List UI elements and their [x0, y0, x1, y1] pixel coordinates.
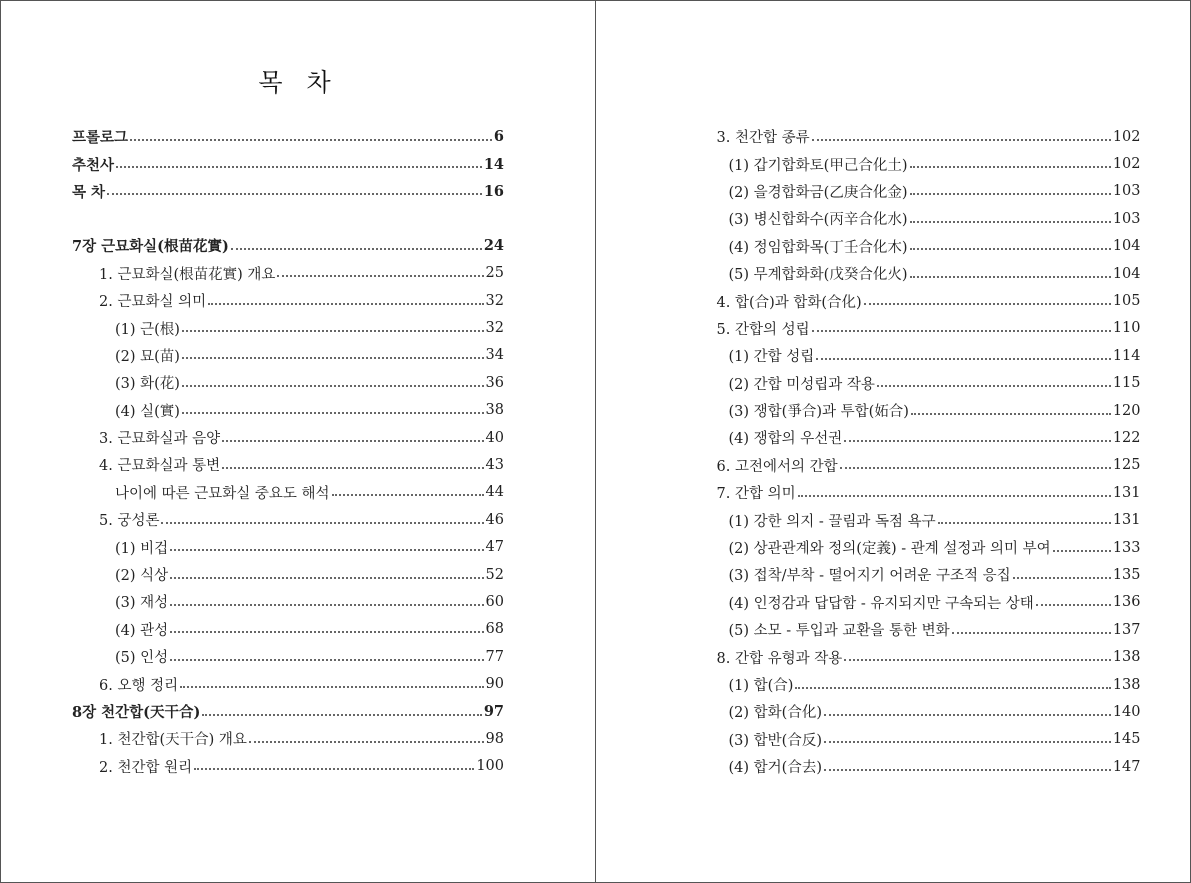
toc-entry-page-number: 102 — [1112, 156, 1141, 173]
toc-entry-page-number: 32 — [485, 292, 504, 309]
toc-entry[interactable] — [72, 533, 504, 560]
toc-entry[interactable] — [72, 725, 504, 752]
toc-entry[interactable] — [72, 670, 504, 697]
dot-leader — [222, 440, 483, 442]
toc-entry-label: 7장 근묘화실(根苗花實) — [72, 238, 229, 256]
toc-entry-label: 7. 간합 의미 — [716, 486, 796, 503]
dot-leader — [864, 303, 1111, 305]
toc-entry-page-number: 136 — [1112, 594, 1141, 611]
dot-leader — [812, 139, 1111, 141]
toc-entry-label: (1) 비겁 — [115, 540, 169, 557]
toc-entry-label: (3) 병신합화수(丙辛合化水) — [728, 212, 908, 229]
toc-entry[interactable] — [717, 424, 1141, 451]
dot-leader — [910, 193, 1111, 195]
toc-entry-label: (3) 재성 — [115, 595, 169, 612]
toc-entry-page-number: 43 — [485, 456, 504, 473]
toc-entry-page-number: 100 — [476, 758, 504, 775]
toc-entry-page-number: 145 — [1112, 731, 1141, 748]
dot-leader — [170, 604, 483, 606]
toc-entry[interactable] — [72, 506, 504, 533]
toc-entry[interactable] — [72, 561, 504, 588]
dot-leader — [910, 166, 1111, 168]
toc-list-left — [72, 123, 504, 780]
toc-entry[interactable] — [717, 616, 1141, 643]
toc-entry-label: (4) 쟁합의 우선권 — [728, 431, 843, 448]
dot-leader — [161, 522, 483, 524]
toc-entry-page-number: 25 — [485, 265, 504, 282]
dot-leader — [1013, 577, 1111, 579]
toc-entry-page-number: 115 — [1112, 375, 1141, 392]
toc-entry[interactable] — [717, 123, 1141, 150]
toc-entry[interactable] — [72, 698, 504, 725]
toc-entry-label: 5. 간합의 성립 — [716, 321, 810, 338]
toc-entry-label: 6. 오행 정리 — [99, 677, 179, 694]
toc-entry-label: (1) 갑기합화토(甲己合化土) — [728, 157, 908, 174]
toc-entry-page-number: 44 — [485, 484, 504, 501]
toc-entry-page-number: 102 — [1112, 128, 1141, 145]
toc-entry-page-number: 90 — [485, 676, 504, 693]
toc-entry-page-number: 137 — [1112, 621, 1141, 638]
toc-entry-page-number: 77 — [485, 648, 504, 665]
toc-entry-label: (1) 강한 의지 - 끌림과 독점 욕구 — [728, 513, 936, 530]
toc-entry-page-number: 34 — [485, 347, 504, 364]
toc-entry-page-number: 16 — [483, 182, 504, 200]
dot-leader — [795, 687, 1110, 689]
toc-entry-label: (5) 소모 - 투입과 교환을 통한 변화 — [728, 623, 950, 640]
dot-leader — [107, 193, 482, 195]
toc-entry-page-number: 122 — [1112, 429, 1141, 446]
dot-leader — [824, 769, 1111, 771]
dot-leader — [911, 413, 1111, 415]
page-title: 목 차 — [258, 68, 339, 97]
toc-entry[interactable] — [717, 452, 1141, 479]
toc-entry-label: (4) 정임합화목(丁壬合化木) — [728, 239, 908, 256]
toc-entry-page-number: 105 — [1112, 293, 1141, 310]
toc-entry-label: (5) 인성 — [115, 650, 169, 667]
dot-leader — [231, 248, 482, 250]
toc-list-right — [717, 123, 1141, 780]
dot-leader — [938, 522, 1111, 524]
toc-entry-label: (2) 간합 미성립과 작용 — [728, 376, 875, 393]
dot-leader — [844, 659, 1111, 661]
dot-leader — [180, 686, 483, 688]
toc-entry-page-number: 98 — [485, 730, 504, 747]
toc-entry[interactable] — [717, 726, 1141, 753]
toc-entry-label: 4. 근묘화실과 통변 — [99, 458, 221, 475]
dot-leader — [1053, 550, 1111, 552]
toc-entry[interactable] — [72, 123, 504, 150]
dot-leader — [182, 330, 484, 332]
dot-leader — [222, 467, 483, 469]
toc-entry-page-number: 104 — [1112, 265, 1141, 282]
dot-leader — [812, 330, 1111, 332]
toc-entry-page-number: 140 — [1112, 703, 1141, 720]
toc-entry-page-number: 138 — [1112, 676, 1141, 693]
toc-entry[interactable] — [717, 233, 1141, 260]
toc-entry-page-number: 60 — [485, 593, 504, 610]
toc-entry[interactable] — [717, 534, 1141, 561]
toc-entry[interactable] — [72, 342, 504, 369]
toc-entry-page-number: 104 — [1112, 238, 1141, 255]
toc-entry[interactable] — [72, 479, 504, 506]
toc-entry[interactable] — [717, 342, 1141, 369]
toc-entry-label: 2. 근묘화실 의미 — [99, 294, 207, 311]
toc-entry[interactable] — [717, 260, 1141, 287]
toc-entry-label: (5) 무계합화화(戊癸合化火) — [728, 267, 908, 284]
toc-entry-label: 8장 천간합(天干合) — [72, 704, 201, 721]
dot-leader — [170, 631, 483, 633]
toc-entry-page-number: 114 — [1112, 347, 1141, 364]
dot-leader — [182, 412, 484, 414]
toc-entry[interactable] — [717, 315, 1141, 342]
toc-entry[interactable] — [72, 397, 504, 424]
toc-entry-page-number: 147 — [1112, 758, 1141, 775]
toc-entry[interactable] — [717, 178, 1141, 205]
toc-entry-label: 1. 천간합(天干合) 개요 — [99, 732, 247, 749]
toc-entry[interactable] — [72, 424, 504, 451]
toc-entry[interactable] — [717, 671, 1141, 698]
dot-leader — [824, 714, 1111, 716]
dot-leader — [208, 303, 483, 305]
toc-entry-label: 프롤로그 — [72, 129, 129, 147]
toc-entry[interactable] — [717, 205, 1141, 232]
toc-entry-page-number: 103 — [1112, 210, 1141, 227]
toc-entry-label: (4) 인정감과 답답함 - 유지되지만 구속되는 상태 — [728, 595, 1034, 612]
toc-entry[interactable] — [717, 643, 1141, 670]
toc-entry-page-number: 47 — [485, 539, 504, 556]
toc-entry-label: 나이에 따른 근묘화실 중요도 해석 — [115, 485, 330, 502]
dot-leader — [116, 166, 482, 168]
dot-leader — [910, 248, 1111, 250]
left-page — [1, 1, 596, 882]
toc-entry-label: (4) 합거(合去) — [728, 760, 822, 777]
dot-leader — [170, 549, 483, 551]
toc-entry-label: (1) 간합 성립 — [728, 349, 815, 366]
toc-entry-label: 6. 고전에서의 간합 — [716, 458, 838, 475]
toc-entry-label: 4. 합(合)과 합화(合化) — [716, 294, 862, 311]
toc-entry-label: (3) 접착/부착 - 떨어지기 어려운 구조적 응집 — [728, 568, 1011, 585]
toc-entry-label: (3) 합반(合反) — [728, 732, 822, 749]
toc-entry-label: 1. 근묘화실(根苗花實) 개요 — [99, 266, 276, 283]
dot-leader — [840, 467, 1111, 469]
toc-entry[interactable] — [72, 314, 504, 341]
toc-entry-page-number: 110 — [1112, 320, 1141, 337]
toc-entry-page-number: 36 — [485, 374, 504, 391]
dot-leader — [816, 358, 1111, 360]
toc-entry[interactable] — [717, 287, 1141, 314]
toc-entry-label: 목 차 — [72, 183, 106, 201]
toc-entry[interactable] — [717, 506, 1141, 533]
right-page — [596, 1, 1191, 882]
toc-entry-page-number: 14 — [483, 155, 504, 173]
toc-entry-label: (2) 묘(苗) — [115, 348, 180, 365]
dot-leader — [194, 768, 474, 770]
toc-entry-page-number: 46 — [485, 511, 504, 528]
toc-entry-page-number: 38 — [485, 402, 504, 419]
dot-leader — [170, 577, 483, 579]
toc-entry-page-number: 120 — [1112, 402, 1141, 419]
toc-entry-label: (2) 식상 — [115, 568, 169, 585]
toc-entry-label: 추천사 — [72, 156, 115, 174]
toc-entry-label: (3) 화(花) — [115, 376, 180, 393]
toc-entry-page-number: 24 — [483, 237, 504, 255]
toc-entry-label: 5. 궁성론 — [99, 513, 160, 530]
toc-entry[interactable] — [717, 698, 1141, 725]
toc-entry[interactable] — [72, 287, 504, 314]
toc-entry[interactable] — [72, 451, 504, 478]
dot-leader — [952, 632, 1111, 634]
toc-entry-label: (4) 관성 — [115, 622, 169, 639]
toc-entry[interactable] — [72, 616, 504, 643]
toc-entry[interactable] — [717, 561, 1141, 588]
dot-leader — [910, 276, 1111, 278]
toc-entry-label: (4) 실(實) — [115, 403, 180, 420]
toc-entry-label: (1) 근(根) — [115, 321, 180, 338]
toc-entry[interactable] — [72, 753, 504, 780]
toc-entry-page-number: 138 — [1112, 649, 1141, 666]
toc-entry-label: (2) 상관관계와 정의(定義) - 관계 설정과 의미 부여 — [728, 541, 1051, 558]
toc-entry-label: (3) 쟁합(爭合)과 투합(妬合) — [728, 404, 909, 421]
toc-entry[interactable] — [72, 232, 504, 259]
toc-entry-page-number: 40 — [485, 429, 504, 446]
dot-leader — [130, 139, 492, 141]
dot-leader — [249, 741, 484, 743]
dot-leader — [202, 714, 481, 716]
dot-leader — [1036, 604, 1111, 606]
toc-entry-page-number: 6 — [493, 128, 504, 146]
dot-leader — [170, 659, 483, 661]
toc-entry[interactable] — [72, 369, 504, 396]
toc-entry-page-number: 32 — [485, 320, 504, 337]
dot-leader — [877, 385, 1111, 387]
toc-entry-label: (1) 합(合) — [728, 678, 794, 694]
toc-entry-label: (2) 을경합화금(乙庚合化金) — [728, 184, 908, 201]
toc-entry[interactable] — [717, 370, 1141, 397]
dot-leader — [844, 440, 1111, 442]
toc-entry[interactable] — [717, 589, 1141, 616]
toc-entry[interactable] — [72, 588, 504, 615]
toc-entry-page-number: 125 — [1112, 457, 1141, 474]
toc-entry-page-number: 133 — [1112, 539, 1141, 556]
dot-leader — [182, 357, 484, 359]
dot-leader — [798, 495, 1111, 497]
toc-entry-label: 3. 천간합 종류 — [716, 130, 810, 147]
dot-leader — [910, 221, 1111, 223]
toc-entry-page-number: 131 — [1112, 484, 1141, 501]
toc-entry[interactable] — [72, 643, 504, 670]
toc-entry-page-number: 97 — [483, 703, 504, 720]
toc-entry-label: (2) 합화(合化) — [728, 705, 822, 722]
toc-entry[interactable] — [717, 150, 1141, 177]
dot-leader — [277, 275, 483, 277]
toc-entry-label: 8. 간합 유형과 작용 — [716, 650, 843, 667]
toc-entry-page-number: 52 — [485, 566, 504, 583]
toc-entry[interactable] — [717, 479, 1141, 506]
toc-entry-label: 2. 천간합 원리 — [99, 759, 193, 776]
toc-entry-label: 3. 근묘화실과 음양 — [99, 431, 221, 448]
toc-entry[interactable] — [72, 260, 504, 287]
toc-entry[interactable] — [717, 753, 1141, 780]
toc-entry-page-number: 103 — [1112, 183, 1141, 200]
toc-entry[interactable] — [72, 178, 504, 205]
dot-leader — [824, 741, 1111, 743]
toc-entry[interactable] — [717, 397, 1141, 424]
dot-leader — [332, 494, 484, 496]
toc-entry[interactable] — [72, 150, 504, 177]
toc-entry-page-number: 135 — [1112, 566, 1141, 583]
dot-leader — [182, 385, 484, 387]
toc-entry-page-number: 131 — [1112, 512, 1141, 529]
toc-entry-page-number: 68 — [485, 621, 504, 638]
